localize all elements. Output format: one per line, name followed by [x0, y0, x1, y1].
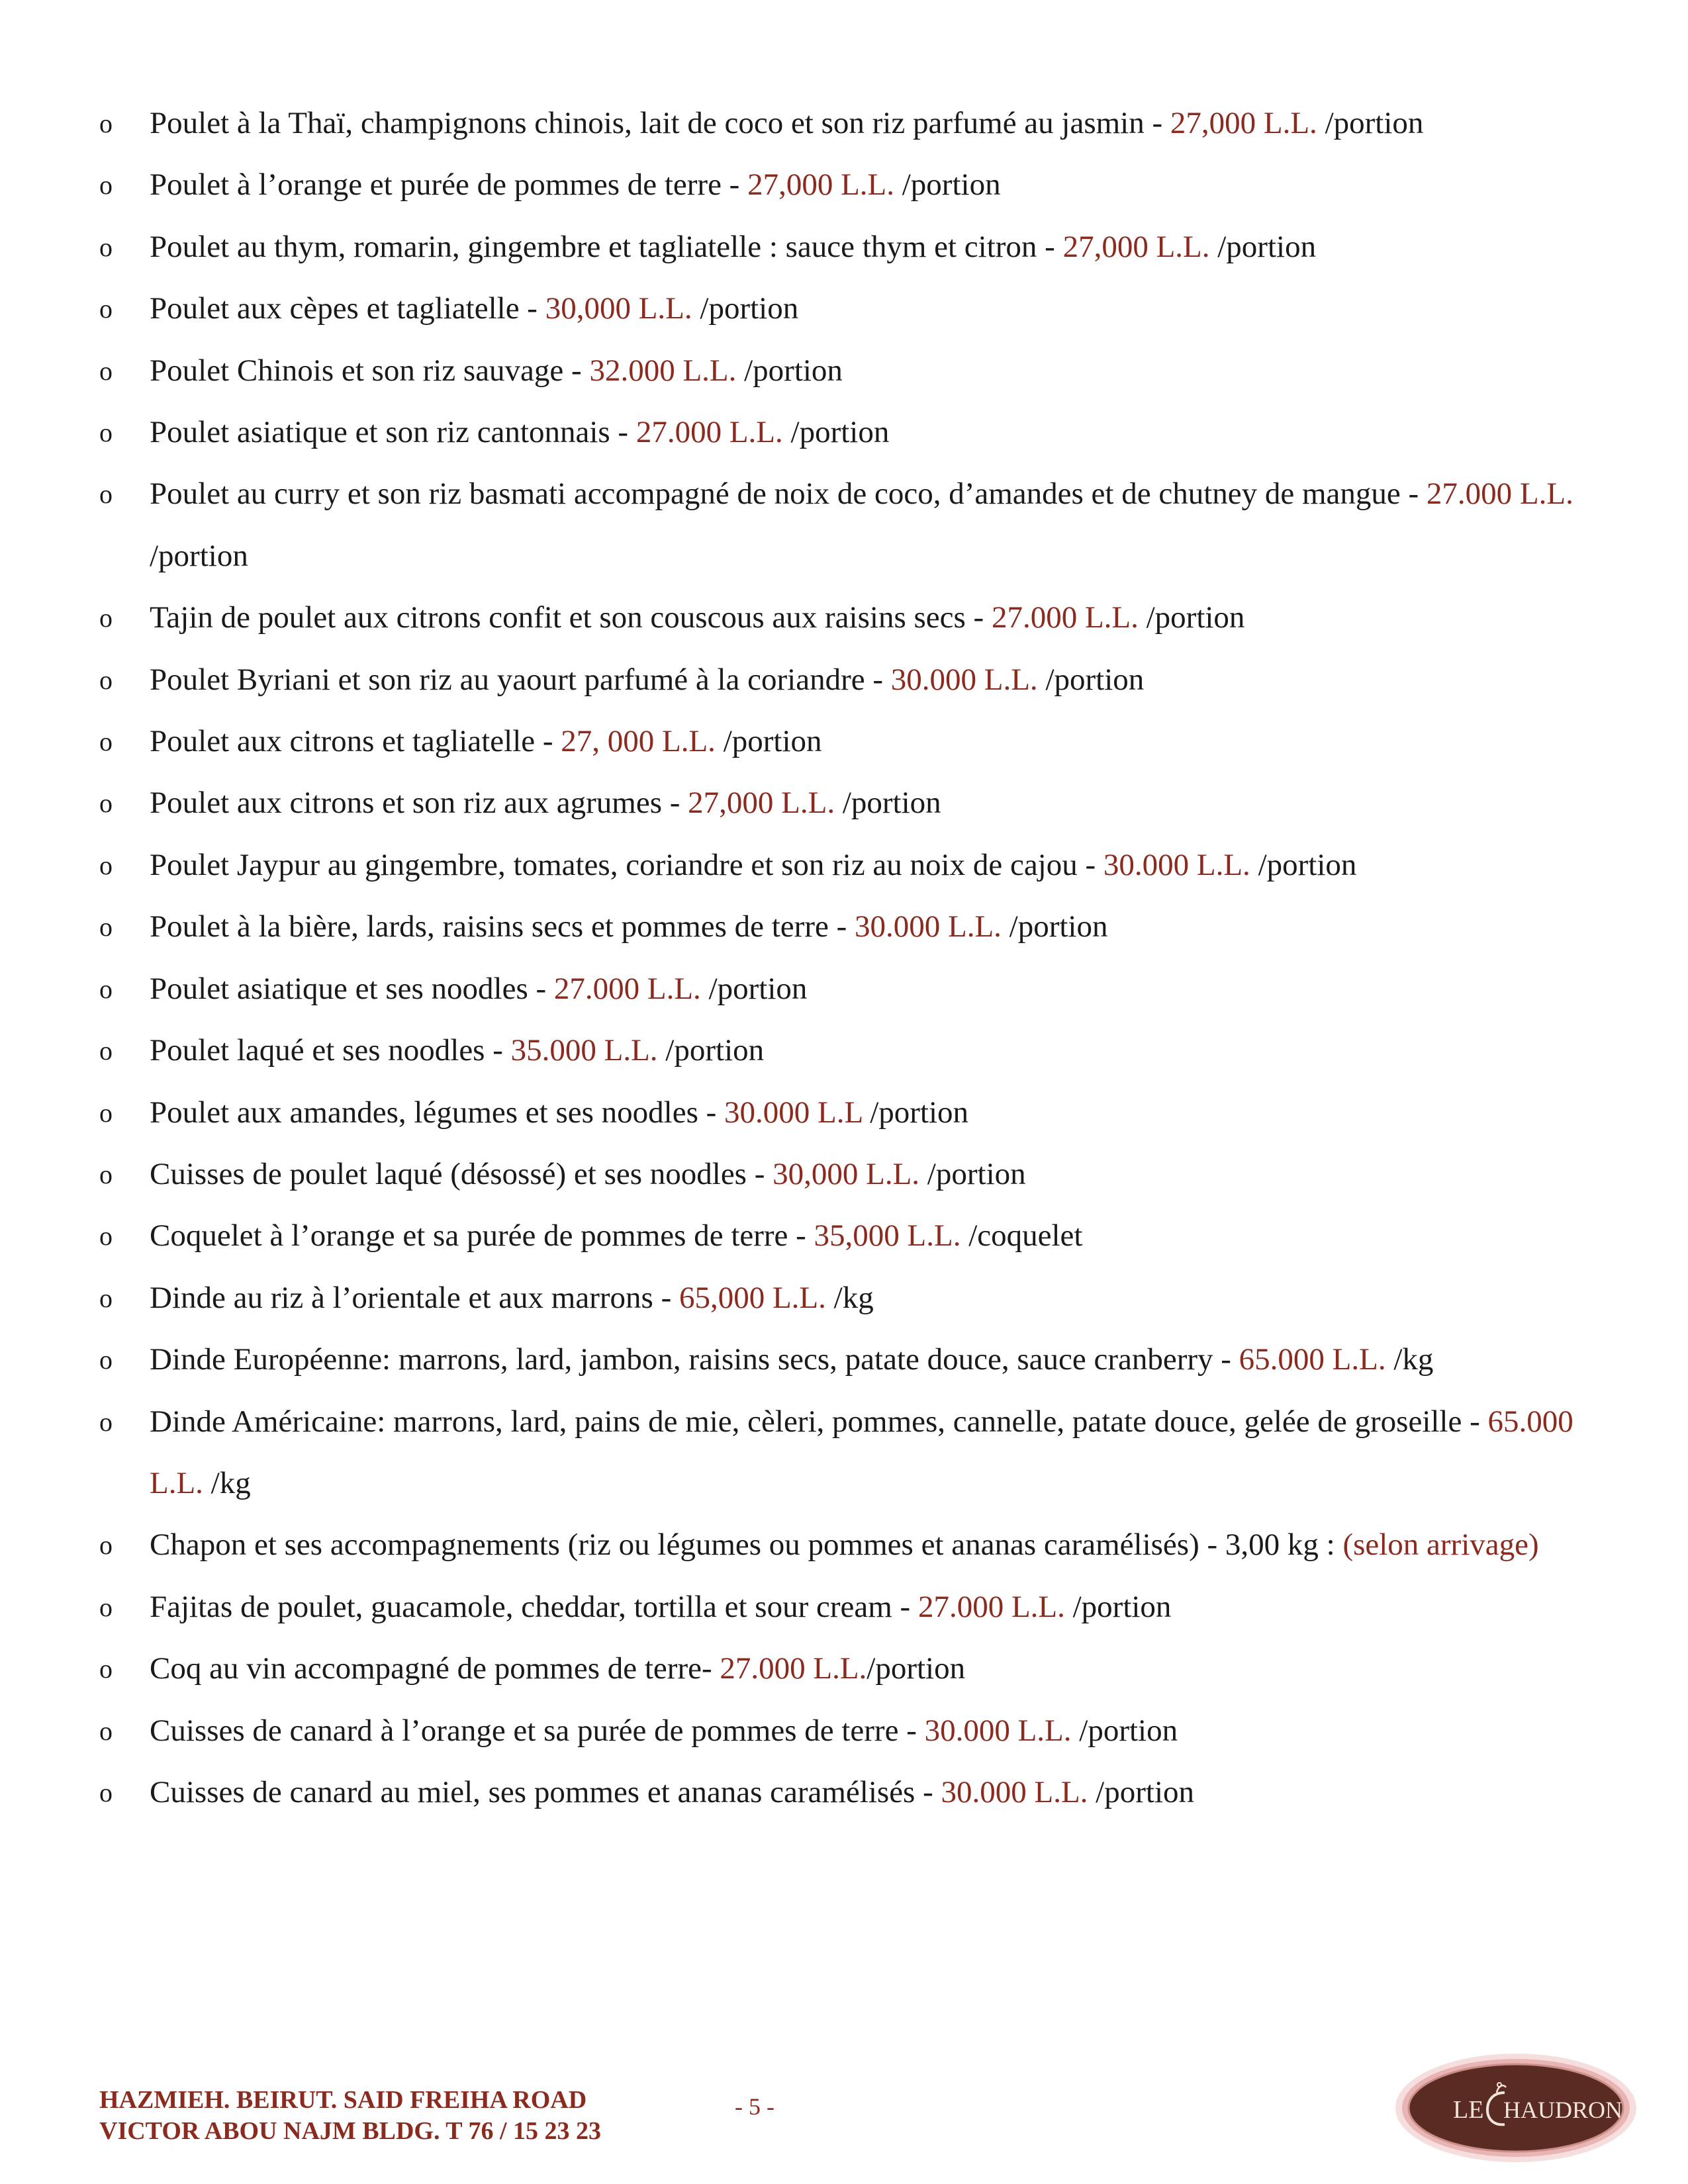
item-description: Chapon et ses accompagnements (riz ou légumes ou pommes et ananas caramélisés) - 3,00 kg : — [150, 1527, 1343, 1563]
item-price: 27,000 L.L. — [1170, 106, 1317, 140]
item-description: Poulet à la bière, lards, raisins secs et pommes de terre - — [150, 909, 855, 944]
item-unit: /portion — [862, 1095, 969, 1130]
item-description: Poulet asiatique et son riz cantonnais - — [150, 415, 636, 450]
item-unit: /portion — [1209, 229, 1317, 264]
item-unit: /kg — [203, 1465, 251, 1500]
item-unit: /portion — [835, 786, 941, 821]
menu-item — [99, 1144, 1609, 1205]
bullet-icon: o — [99, 603, 113, 633]
item-description: Poulet asiatique et ses noodles - — [150, 971, 554, 1006]
menu-item — [99, 278, 1609, 340]
menu-item — [99, 1700, 1609, 1762]
menu-item — [99, 93, 1609, 154]
menu-item — [99, 402, 1609, 463]
menu-item — [99, 1576, 1609, 1638]
item-unit: /portion — [715, 724, 822, 759]
item-description: Poulet à la Thaï, champignons chinois, lait de coco et son riz parfumé au jasmin - — [150, 106, 1170, 140]
item-unit: /portion — [1250, 847, 1357, 882]
menu-item — [99, 835, 1609, 896]
bullet-icon: o — [99, 664, 113, 695]
item-unit: /portion — [782, 415, 890, 450]
item-price: 27,000 L.L. — [1062, 229, 1210, 264]
item-description: Poulet Chinois et son riz sauvage - — [150, 353, 590, 388]
le-chaudron-logo — [1393, 2052, 1638, 2164]
item-price: 30,000 L.L. — [545, 291, 692, 326]
item-description: Poulet à l’orange et purée de pommes de terre - — [150, 167, 748, 203]
bullet-icon: o — [99, 232, 113, 262]
item-description: Cuisses de canard à l’orange et sa purée de pommes de terre - — [150, 1713, 925, 1748]
item-unit: /portion — [657, 1033, 765, 1068]
menu-item — [99, 1020, 1609, 1081]
address-line-1: HAZMIEH. BEIRUT. SAID FREIHA ROAD — [99, 2086, 587, 2114]
menu-item — [99, 154, 1609, 216]
bullet-icon: o — [99, 1283, 113, 1313]
item-description: Poulet aux amandes, légumes et ses noodles - — [150, 1095, 725, 1130]
item-description: Fajitas de poulet, guacamole, cheddar, tortilla et sour cream - — [150, 1589, 918, 1624]
item-price: 30.000 L.L. — [1103, 847, 1250, 882]
item-unit: /portion — [150, 538, 248, 573]
item-price: 35,000 L.L. — [814, 1218, 961, 1253]
item-price: 30.000 L.L — [724, 1095, 863, 1130]
item-price: 30.000 L.L. — [854, 909, 1002, 944]
item-price: 65.000 L.L. — [1239, 1342, 1386, 1377]
menu-item — [99, 340, 1609, 402]
item-unit: /portion — [736, 353, 843, 388]
item-price: 65.000 L.L. — [150, 1404, 1573, 1500]
menu-item — [99, 1267, 1609, 1329]
item-unit: /portion — [1138, 600, 1245, 635]
bullet-icon: o — [99, 974, 113, 1004]
item-price: 27,000 L.L. — [747, 167, 894, 203]
bullet-icon: o — [99, 479, 113, 510]
logo-text-le: LE — [1453, 2096, 1484, 2124]
menu-item — [99, 463, 1609, 587]
item-description: Poulet laqué et ses noodles - — [150, 1033, 511, 1068]
bullet-icon: o — [99, 1530, 113, 1561]
item-unit: /portion — [867, 1651, 966, 1686]
item-unit: /kg — [825, 1280, 874, 1315]
menu-item — [99, 1391, 1609, 1515]
menu-item — [99, 958, 1609, 1020]
item-price: 27, 000 L.L. — [561, 724, 716, 759]
item-unit: /portion — [894, 167, 1001, 203]
item-unit: /portion — [1317, 106, 1424, 140]
item-unit: /portion — [1064, 1589, 1172, 1624]
item-unit: /portion — [1037, 662, 1145, 697]
item-unit: /portion — [692, 291, 799, 326]
bullet-icon: o — [99, 1406, 113, 1437]
bullet-icon: o — [99, 1159, 113, 1189]
item-price: 27.000 L.L. — [720, 1651, 867, 1686]
item-unit: /coquelet — [961, 1218, 1083, 1253]
item-price: 27.000 L.L. — [1426, 477, 1573, 512]
bullet-icon: o — [99, 418, 113, 448]
item-unit: /portion — [700, 971, 808, 1006]
address-line-2: VICTOR ABOU NAJM BLDG. T 76 / 15 23 23 — [99, 2117, 601, 2145]
item-price: 30.000 L.L. — [924, 1713, 1072, 1748]
menu-list — [99, 93, 1609, 1823]
menu-item — [99, 1638, 1609, 1700]
item-price: 27.000 L.L. — [991, 600, 1139, 635]
bullet-icon: o — [99, 1036, 113, 1066]
item-unit: /portion — [1001, 909, 1108, 944]
item-price: 27.000 L.L. — [917, 1589, 1065, 1624]
item-description: Poulet Byriani et son riz au yaourt parfumé à la coriandre - — [150, 662, 891, 697]
logo-text-name: HAUDRON — [1503, 2097, 1622, 2123]
item-description: Poulet aux citrons et son riz aux agrumes - — [150, 786, 688, 821]
item-description: Dinde Américaine: marrons, lard, pains de mie, cèleri, pommes, cannelle, patate douce, gelée de groseille - — [150, 1404, 1488, 1439]
item-description: Dinde Européenne: marrons, lard, jambon, raisins secs, patate douce, sauce cranberry - — [150, 1342, 1239, 1377]
bullet-icon: o — [99, 1097, 113, 1128]
bullet-icon: o — [99, 1592, 113, 1622]
item-unit: /portion — [919, 1156, 1026, 1191]
item-description: Poulet aux citrons et tagliatelle - — [150, 724, 561, 759]
menu-item — [99, 216, 1609, 278]
item-price: 30.000 L.L. — [890, 662, 1038, 697]
menu-item — [99, 1762, 1609, 1823]
item-description: Coquelet à l’orange et sa purée de pommes de terre - — [150, 1218, 814, 1253]
item-unit: /portion — [1088, 1774, 1194, 1809]
menu-item — [99, 896, 1609, 958]
item-unit: /kg — [1385, 1342, 1434, 1377]
item-description: Tajin de poulet aux citrons confit et son couscous aux raisins secs - — [150, 600, 992, 635]
bullet-icon: o — [99, 1777, 113, 1807]
item-price: 35.000 L.L. — [510, 1033, 658, 1068]
item-description: Poulet aux cèpes et tagliatelle - — [150, 291, 545, 326]
bullet-icon: o — [99, 355, 113, 386]
item-description: Poulet Jaypur au gingembre, tomates, coriandre et son riz au noix de cajou - — [150, 847, 1103, 882]
menu-item — [99, 711, 1609, 772]
item-description: Poulet au curry et son riz basmati accompagné de noix de coco, d’amandes et de chutney de mangue - — [150, 477, 1427, 512]
item-description: Cuisses de poulet laqué (désossé) et ses noodles - — [150, 1156, 773, 1191]
item-description: Cuisses de canard au miel, ses pommes et ananas caramélisés - — [150, 1774, 941, 1809]
bullet-icon: o — [99, 1345, 113, 1375]
bullet-icon: o — [99, 294, 113, 324]
item-price: 27.000 L.L. — [553, 971, 701, 1006]
bullet-icon: o — [99, 912, 113, 942]
item-price: 30,000 L.L. — [773, 1156, 920, 1191]
menu-item — [99, 587, 1609, 649]
item-description: Coq au vin accompagné de pommes de terre- — [150, 1651, 720, 1686]
bullet-icon: o — [99, 170, 113, 201]
item-price: 30.000 L.L. — [941, 1774, 1088, 1809]
item-unit: /portion — [1071, 1713, 1178, 1748]
item-price: (selon arrivage) — [1342, 1527, 1539, 1563]
bullet-icon: o — [99, 109, 113, 138]
bullet-icon: o — [99, 1221, 113, 1251]
item-price: 27,000 L.L. — [688, 786, 835, 821]
item-description: Dinde au riz à l’orientale et aux marrons - — [150, 1280, 679, 1315]
menu-item — [99, 1514, 1609, 1576]
item-price: 65,000 L.L. — [679, 1280, 826, 1315]
item-price: 32.000 L.L. — [589, 353, 737, 388]
menu-item — [99, 1205, 1609, 1267]
bullet-icon: o — [99, 850, 113, 880]
menu-item — [99, 1082, 1609, 1144]
item-description: Poulet au thym, romarin, gingembre et tagliatelle : sauce thym et citron - — [150, 229, 1063, 264]
menu-item — [99, 649, 1609, 711]
bullet-icon: o — [99, 1715, 113, 1746]
bullet-icon: o — [99, 788, 113, 819]
bullet-icon: o — [99, 1654, 113, 1684]
menu-item — [99, 772, 1609, 834]
page-number: - 5 - — [735, 2093, 774, 2120]
footer-address — [99, 2085, 601, 2147]
menu-item — [99, 1329, 1609, 1390]
item-price: 27.000 L.L. — [635, 415, 783, 450]
bullet-icon: o — [99, 727, 113, 757]
